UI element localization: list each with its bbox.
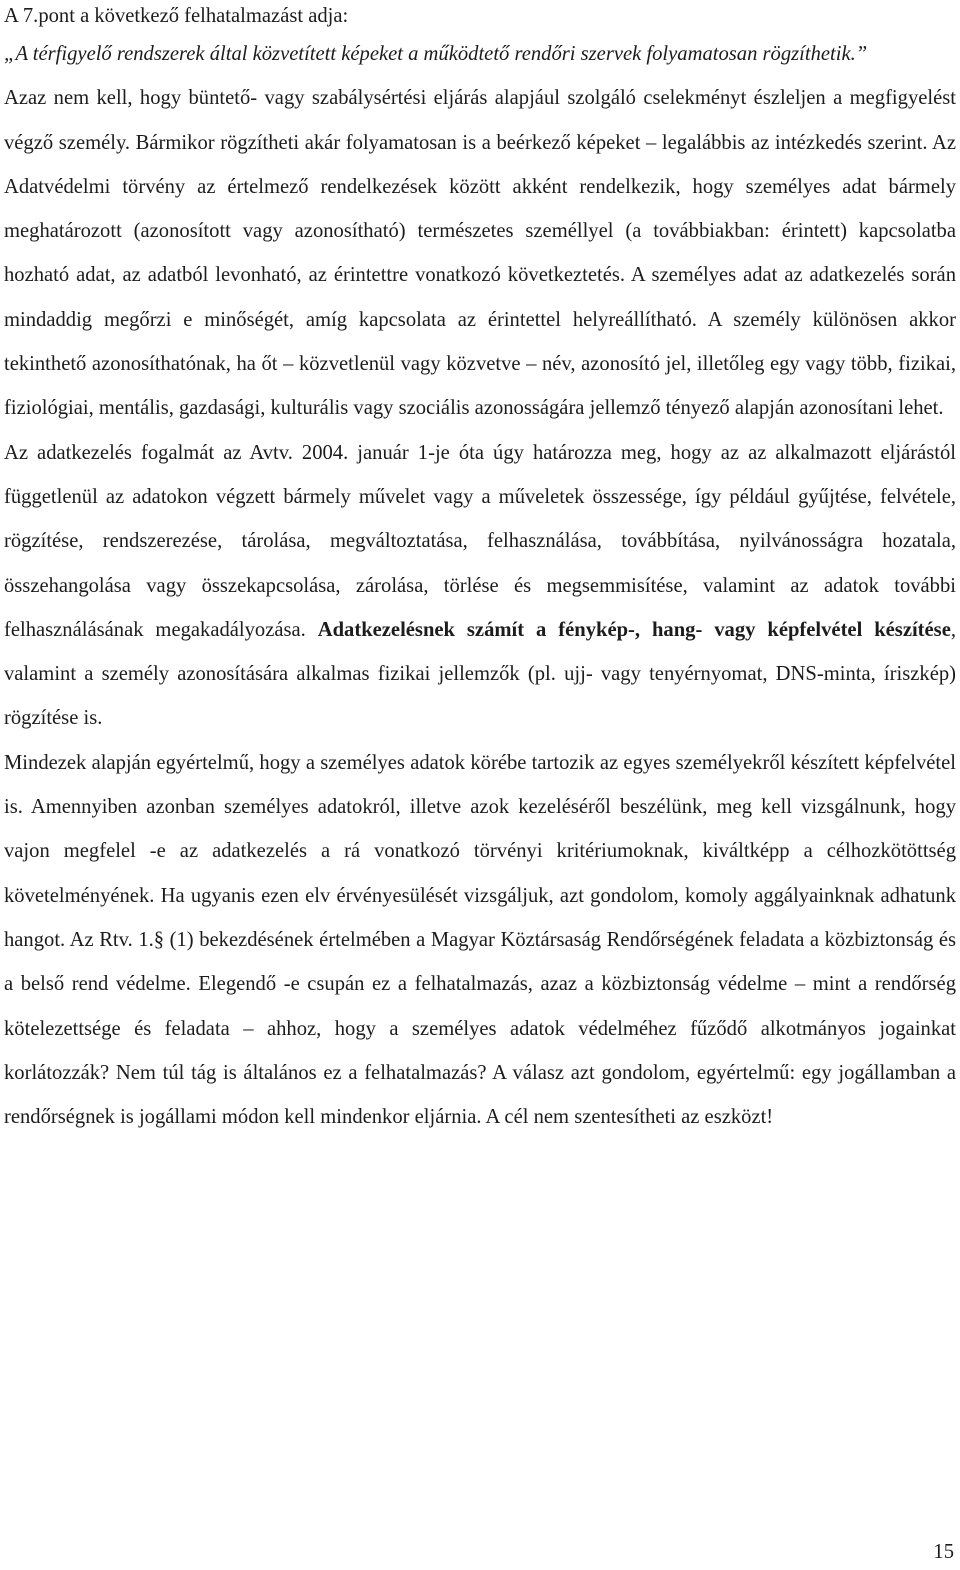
paragraph-2-bold-phrase: Adatkezelésnek számít a fénykép-, hang- vagy képfelvétel készítése — [317, 618, 951, 641]
page-number: 15 — [933, 1541, 954, 1563]
document-page — [4, 0, 956, 1139]
paragraph-2-start: Az adatkezelés fogalmát az Avtv. 2004. január 1-je óta úgy határozza meg, hogy az az alkalmazott eljárástól függetlenül az adatokon végzett bármely művelet vagy a műveletek összessége, így például gyűjtése, felvétele, rögzítése, rendszerezése, tárolása, megváltoztatása, felhasználása, továbbítása, nyilvánosságra hozatala, összehangolása vagy összekapcsolása, zárolása, törlése és megsemmisítése, valamint az adatok további felhasználásának megakadályozása. — [4, 441, 956, 641]
quoted-provision: „A térfigyelő rendszerek által közvetített képeket a működtető rendőri szervek folyamatosan rögzíthetik.” — [4, 43, 868, 65]
paragraph-1: Azaz nem kell, hogy büntető- vagy szabálysértési eljárás alapjául szolgáló cselekményt észleljen a megfigyelést végző személy. Bármikor rögzítheti akár folyamatosan is a beérkező képeket – legalábbis az intézkedés szerint. Az Adatvédelmi törvény az értelmező rendelkezések között akként rendelkezik, hogy személyes adat bármely meghatározott (azonosított vagy azonosítható) természetes személlyel (a továbbiakban: érintett) kapcsolatba hozható adat, az adatból levonható, az érintettre vonatkozó következtetés. A személyes adat az adatkezelés során mindaddig megőrzi e minőségét, amíg kapcsolata az érintettel helyreállítható. A személy különösen akkor tekinthető azonosíthatónak, ha őt – közvetlenül vagy közvetve – név, azonosító jel, illetőleg egy vagy több, fizikai, fiziológiai, mentális, gazdasági, kulturális vagy szociális azonosságára jellemző tényező alapján azonosítani lehet. — [4, 87, 956, 420]
paragraph-2 — [4, 431, 956, 741]
paragraph-3: Mindezek alapján egyértelmű, hogy a személyes adatok körébe tartozik az egyes személyekről készített képfelvétel is. Amennyiben azonban személyes adatokról, illetve azok kezeléséről beszélünk, meg kell vizsgálnunk, hogy vajon megfelel -e az adatkezelés a rá vonatkozó törvényi kritériumoknak, kiváltképp a célhozkötöttség követelményének. Ha ugyanis ezen elv érvényesülését vizsgáljuk, azt gondolom, komoly aggályainknak adhatunk hangot. Az Rtv. 1.§ (1) bekezdésének értelmében a Magyar Köztársaság Rendőrségének feladata a közbiztonság és a belső rend védelme. Elegendő -e csupán ez a felhatalmazás, azaz a közbiztonság védelme – mint a rendőrség kötelezettsége és feladata – ahhoz, hogy a személyes adatok védelméhez fűződő alkotmányos jogainkat korlátozzák? Nem túl tág is általános ez a felhatalmazás? A válasz azt gondolom, egyértelmű: egy jogállamban a rendőrségnek is jogállami módon kell mindenkor eljárnia. A cél nem szentesítheti az eszközt! — [4, 751, 956, 1129]
paragraph-2-end: , valamint a személy azonosítására alkalmas fizikai jellemzők (pl. ujj- vagy tenyérnyomat, DNS-minta, íriszkép) rögzítése is. — [4, 618, 956, 730]
intro-line: A 7.pont a következő felhatalmazást adja: — [4, 5, 349, 27]
